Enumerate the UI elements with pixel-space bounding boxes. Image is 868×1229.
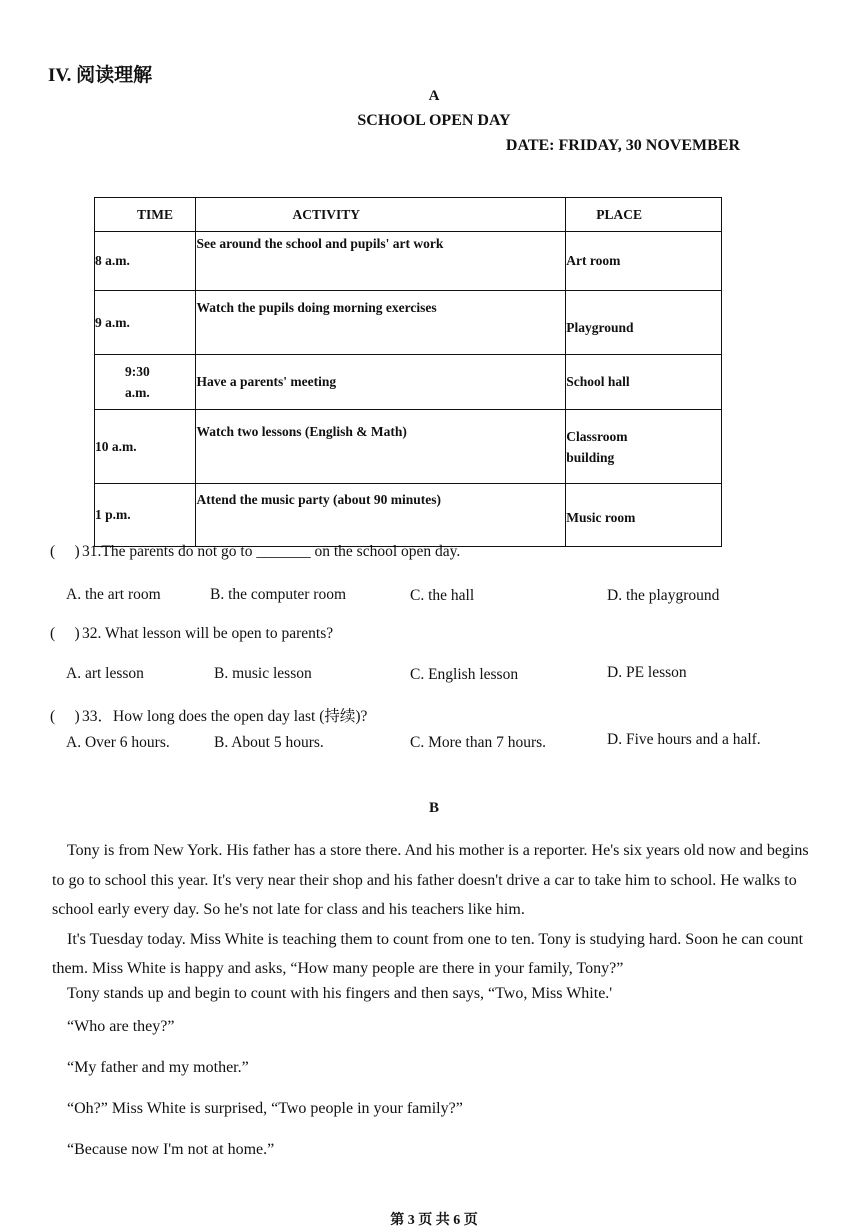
story-paragraph-1: Tony is from New York. His father has a store there. And his mother is a reporter. He's six years old now and begins to go to school this year. It's very near their shop and his father doesn't drive a car to take him to school. He walks to school early every day. So he's not late for class and his teachers like him. bbox=[52, 842, 809, 918]
answer-blank[interactable]: ( ) bbox=[50, 625, 80, 642]
header-place: PLACE bbox=[566, 198, 722, 232]
option-b[interactable]: B. music lesson bbox=[214, 665, 312, 682]
table-row bbox=[95, 355, 722, 410]
place-cell: Music room bbox=[566, 484, 722, 547]
story-line-5: “My father and my mother.” bbox=[67, 1059, 249, 1076]
place-cell: Playground bbox=[566, 291, 722, 355]
answer-blank[interactable]: ( ) bbox=[50, 708, 80, 725]
option-d[interactable]: D. the playground bbox=[607, 587, 720, 604]
notice-title: SCHOOL OPEN DAY bbox=[357, 112, 511, 129]
option-b[interactable]: B. the computer room bbox=[210, 586, 347, 603]
option-a[interactable]: A. the art room bbox=[66, 586, 161, 603]
time-cell: 10 a.m. bbox=[95, 410, 196, 484]
part-b-label: B bbox=[428, 800, 439, 816]
activity-cell: Have a parents' meeting bbox=[196, 355, 566, 410]
time-cell: 9 a.m. bbox=[95, 291, 196, 355]
section-heading: IV. 阅读理解 bbox=[48, 65, 153, 86]
option-c[interactable]: C. English lesson bbox=[410, 666, 519, 683]
part-a-label: A bbox=[428, 88, 440, 104]
option-a[interactable]: A. Over 6 hours. bbox=[66, 734, 170, 751]
activity-cell: Watch two lessons (English & Math) bbox=[196, 410, 566, 484]
question-31 bbox=[50, 543, 460, 561]
table-row bbox=[95, 232, 722, 291]
activity-cell: Attend the music party (about 90 minutes) bbox=[196, 484, 566, 547]
story-line-7: “Because now I'm not at home.” bbox=[67, 1141, 275, 1158]
story-line-4: “Who are they?” bbox=[67, 1018, 175, 1035]
table-row bbox=[95, 484, 722, 547]
question-text: 33．How long does the open day last (持续)? bbox=[82, 708, 368, 725]
question-text: 32. What lesson will be open to parents? bbox=[82, 625, 334, 642]
notice-date: DATE: FRIDAY, 30 NOVEMBER bbox=[505, 137, 740, 154]
place-cell: Art room bbox=[566, 232, 722, 291]
option-d[interactable]: D. PE lesson bbox=[607, 664, 687, 681]
answer-blank[interactable]: ( ) bbox=[50, 543, 80, 560]
story-line-6: “Oh?” Miss White is surprised, “Two people in your family?” bbox=[67, 1100, 463, 1117]
table-row bbox=[95, 291, 722, 355]
place-cell: School hall bbox=[566, 355, 722, 410]
option-d[interactable]: D. Five hours and a half. bbox=[607, 731, 761, 748]
time-cell: 8 a.m. bbox=[95, 232, 196, 291]
option-c[interactable]: C. More than 7 hours. bbox=[410, 734, 547, 751]
table-row bbox=[95, 410, 722, 484]
schedule-header-row bbox=[95, 198, 722, 232]
story-passage bbox=[52, 836, 820, 984]
option-b[interactable]: B. About 5 hours. bbox=[214, 734, 324, 751]
header-activity: ACTIVITY bbox=[196, 198, 566, 232]
place-cell: Classroom building bbox=[566, 410, 722, 484]
schedule-table bbox=[94, 197, 722, 547]
question-33 bbox=[50, 704, 367, 726]
activity-cell: Watch the pupils doing morning exercises bbox=[196, 291, 566, 355]
time-cell: 9:30 a.m. bbox=[95, 355, 196, 410]
option-a[interactable]: A. art lesson bbox=[66, 665, 144, 682]
option-c[interactable]: C. the hall bbox=[410, 587, 475, 604]
header-time: TIME bbox=[95, 198, 196, 232]
question-32 bbox=[50, 625, 333, 643]
page-footer: 第 3 页 共 6 页 bbox=[390, 1213, 478, 1228]
story-paragraph-2: It's Tuesday today. Miss White is teaching them to count from one to ten. Tony is studying hard. Soon he can count them. Miss White is happy and asks, “How many people are there in your family, Tony?” bbox=[52, 930, 804, 977]
question-text: 31.The parents do not go to _______ on the school open day. bbox=[82, 543, 461, 560]
activity-cell: See around the school and pupils' art work bbox=[196, 232, 566, 291]
time-cell: 1 p.m. bbox=[95, 484, 196, 547]
story-line-3: Tony stands up and begin to count with his fingers and then says, “Two, Miss White.' bbox=[67, 985, 613, 1002]
